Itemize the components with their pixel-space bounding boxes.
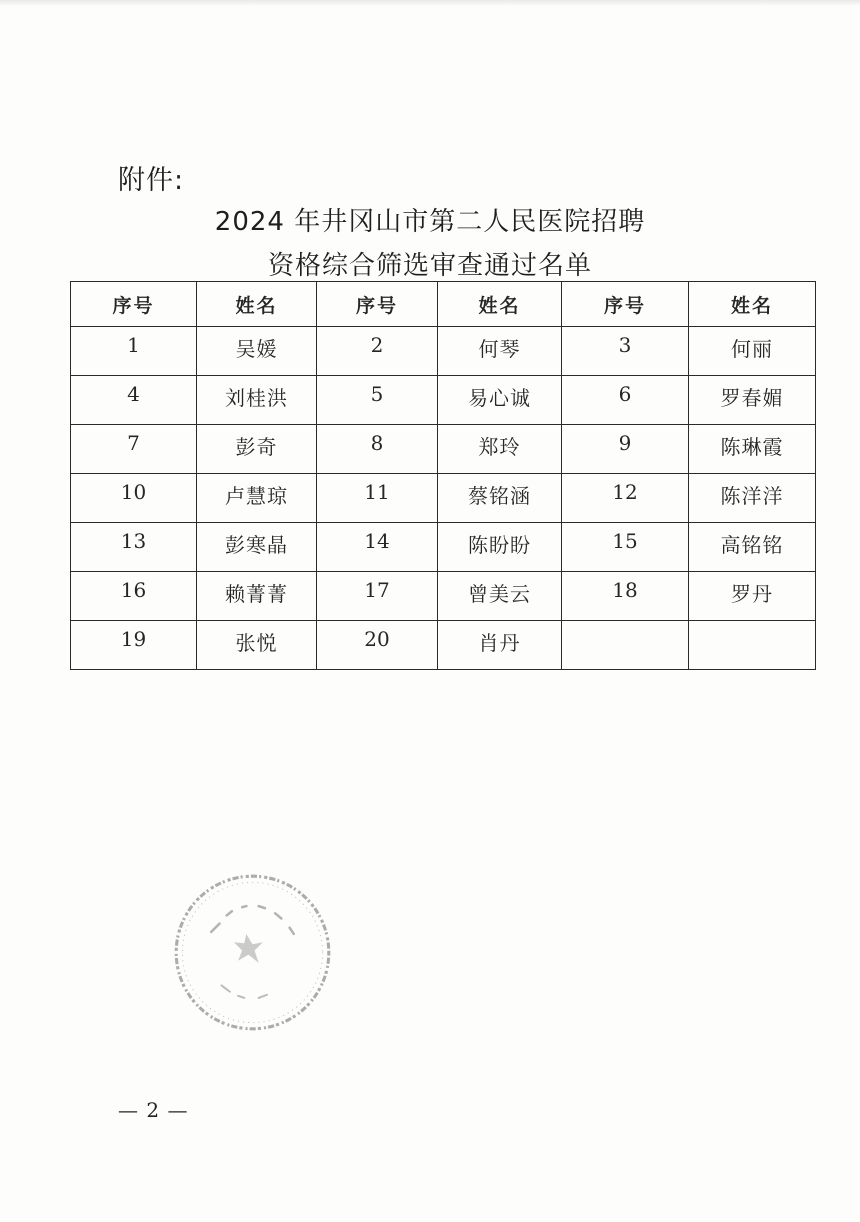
cell-name: 卢慧琼	[197, 474, 317, 523]
cell-no: 6	[562, 376, 689, 425]
table-row	[71, 327, 816, 376]
cell-no: 17	[317, 572, 438, 621]
cell-name: 陈盼盼	[438, 523, 562, 572]
cell-name: 罗丹	[689, 572, 816, 621]
table-header-row	[71, 282, 816, 327]
cell-no: 1	[71, 327, 197, 376]
cell-name: 易心诚	[438, 376, 562, 425]
roster-table	[70, 281, 816, 670]
cell-no: 7	[71, 425, 197, 474]
cell-name: 彭寒晶	[197, 523, 317, 572]
cell-name: 罗春媚	[689, 376, 816, 425]
table-row	[71, 425, 816, 474]
cell-no: 4	[71, 376, 197, 425]
cell-no: 9	[562, 425, 689, 474]
page-top-edge	[0, 0, 860, 6]
cell-no: 18	[562, 572, 689, 621]
official-seal-icon	[170, 870, 335, 1035]
cell-no: 10	[71, 474, 197, 523]
table-row	[71, 523, 816, 572]
page-number: — 2 —	[118, 1098, 189, 1122]
attachment-label: 附件:	[118, 165, 185, 196]
cell-no: 5	[317, 376, 438, 425]
cell-no	[562, 621, 689, 670]
table-row	[71, 572, 816, 621]
cell-no: 3	[562, 327, 689, 376]
header-name: 姓名	[689, 282, 816, 327]
table-row	[71, 474, 816, 523]
header-no: 序号	[71, 282, 197, 327]
cell-no: 19	[71, 621, 197, 670]
table-row	[71, 376, 816, 425]
cell-name: 彭奇	[197, 425, 317, 474]
cell-name: 曾美云	[438, 572, 562, 621]
cell-name: 赖菁菁	[197, 572, 317, 621]
cell-name: 陈洋洋	[689, 474, 816, 523]
cell-name: 高铭铭	[689, 523, 816, 572]
cell-name: 蔡铭涵	[438, 474, 562, 523]
cell-name: 肖丹	[438, 621, 562, 670]
cell-no: 15	[562, 523, 689, 572]
cell-name: 何琴	[438, 327, 562, 376]
cell-name: 陈琳霞	[689, 425, 816, 474]
table-row	[71, 621, 816, 670]
cell-no: 13	[71, 523, 197, 572]
cell-name: 吴媛	[197, 327, 317, 376]
cell-no: 8	[317, 425, 438, 474]
cell-no: 12	[562, 474, 689, 523]
cell-name: 张悦	[197, 621, 317, 670]
cell-no: 2	[317, 327, 438, 376]
cell-no: 11	[317, 474, 438, 523]
header-no: 序号	[317, 282, 438, 327]
header-no: 序号	[562, 282, 689, 327]
cell-no: 20	[317, 621, 438, 670]
cell-name: 郑玲	[438, 425, 562, 474]
cell-no: 16	[71, 572, 197, 621]
header-name: 姓名	[197, 282, 317, 327]
header-name: 姓名	[438, 282, 562, 327]
document-title-line2: 资格综合筛选审查通过名单	[267, 251, 592, 281]
cell-name	[689, 621, 816, 670]
document-title-line1: 2024 年井冈山市第二人民医院招聘	[214, 207, 646, 237]
cell-name: 何丽	[689, 327, 816, 376]
cell-no: 14	[317, 523, 438, 572]
cell-name: 刘桂洪	[197, 376, 317, 425]
